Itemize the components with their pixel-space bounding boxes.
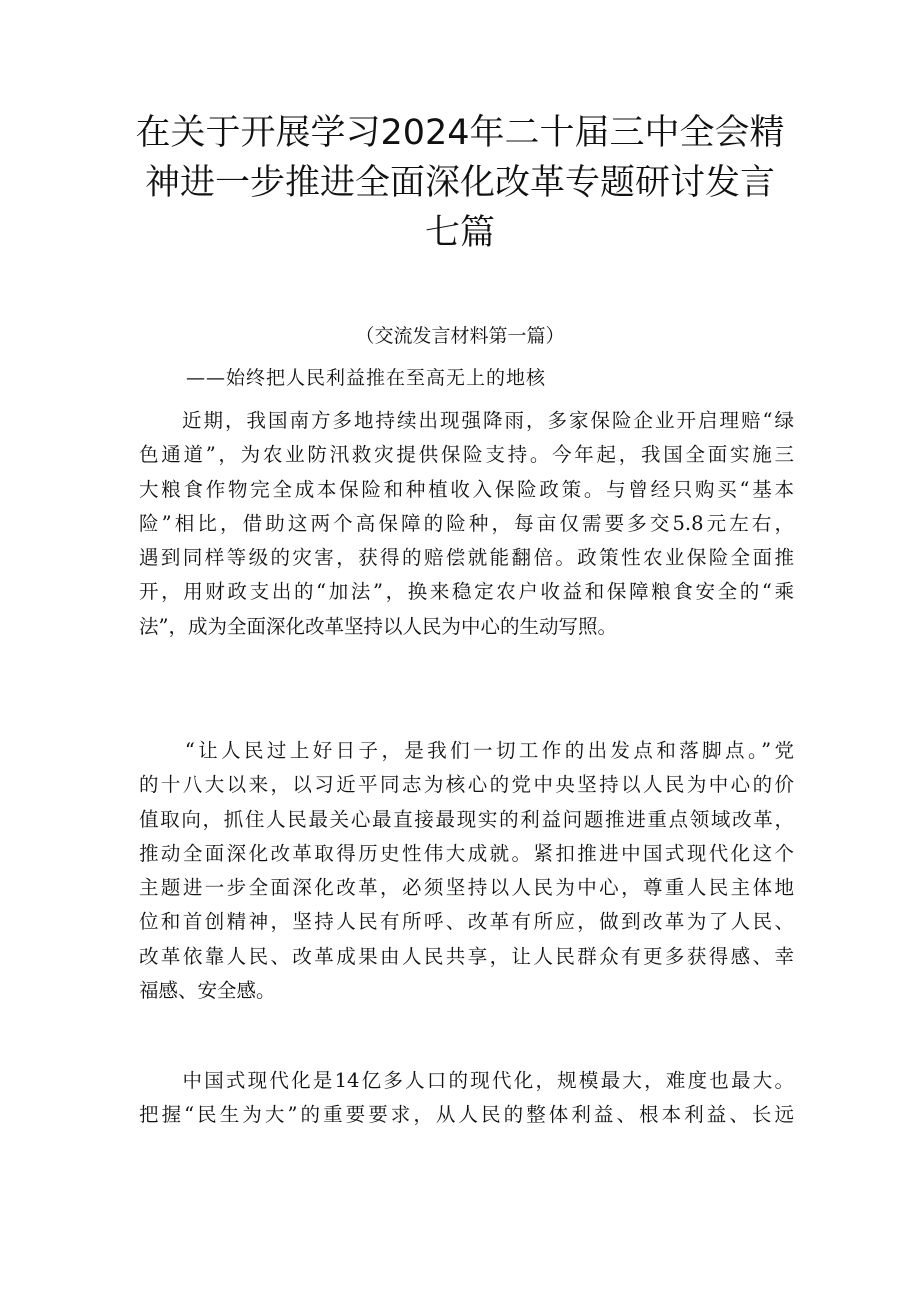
paragraph-line: 主题进一步全面深化改革，必须坚持以人民为中心，尊重人民主体地 [139, 876, 794, 900]
paragraph-line: 的十八大以来，以习近平同志为核心的党中央坚持以人民为中心的价 [139, 773, 794, 797]
paragraph-line: 值取向，抓住人民最关心最直接最现实的利益问题推进重点领域改革， [139, 807, 794, 831]
paragraph-line: 色通道”，为农业防汛救灾提供保险支持。今年起，我国全面实施三 [139, 443, 794, 467]
title-line: 神进一步推进全面深化改革专题研讨发言 [144, 163, 775, 203]
paragraph-line: 大粮食作物完全成本保险和种植收入保险政策。与曾经只购买“基本 [139, 477, 794, 501]
paragraph-line: 福感、安全感。 [139, 979, 276, 1003]
paragraph-line: 开，用财政支出的“加法”，换来稳定农户收益和保障粮食安全的“乘 [139, 580, 794, 604]
paragraph-line: 中国式现代化是14亿多人口的现代化，规模最大，难度也最大。 [139, 1069, 794, 1092]
section-heading: （交流发言材料第一篇） [355, 325, 565, 347]
body-paragraph [139, 1064, 794, 1133]
paragraph-line: 改革依靠人民、改革成果由人民共享，让人民群众有更多获得感、幸 [139, 944, 794, 968]
section-tagline: ——始终把人民利益推在至高无上的地核 [186, 367, 547, 389]
document-title [120, 108, 800, 258]
paragraph-line: “让人民过上好日子，是我们一切工作的出发点和落脚点。”党 [139, 739, 794, 762]
paragraph-line: 把握“民生为大”的重要要求，从人民的整体利益、根本利益、长远 [139, 1103, 794, 1127]
paragraph-line: 近期，我国南方多地持续出现强降雨，多家保险企业开启理赔“绿 [139, 409, 794, 432]
paragraph-line: 推动全面深化改革取得历史性伟大成就。紧扣推进中国式现代化这个 [139, 841, 794, 865]
title-line: 在关于开展学习2024年二十届三中全会精 [135, 113, 785, 153]
paragraph-line: 法”，成为全面深化改革坚持以人民为中心的生动写照。 [139, 614, 617, 638]
body-paragraph [139, 404, 794, 644]
paragraph-line: 位和首创精神，坚持人民有所呼、改革有所应，做到改革为了人民、 [139, 910, 794, 934]
paragraph-line: 遇到同样等级的灾害，获得的赔偿就能翻倍。政策性农业保险全面推 [139, 546, 794, 570]
title-line: 七篇 [424, 213, 495, 253]
body-paragraph [139, 734, 794, 1008]
paragraph-line: 险”相比，借助这两个高保障的险种，每亩仅需要多交5.8元左右， [139, 511, 794, 535]
